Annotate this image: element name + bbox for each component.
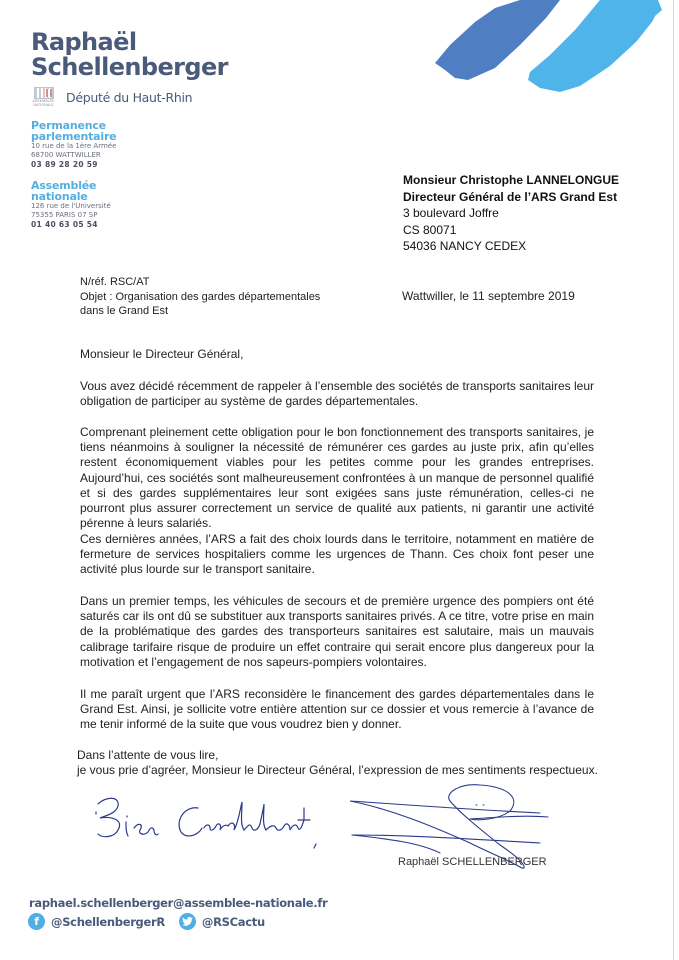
twitter-icon[interactable] [179,913,196,930]
permanence-contact [31,120,116,169]
body-paragraph: Vous avez décidé récemment de rappeler à l’ensemble des sociétés de transports sanitaires leur obligation de participer au système de gardes départementales. [80,379,594,409]
twitter-handle[interactable]: @RSCactu [201,914,265,929]
assemblee-heading-2: nationale [31,190,88,203]
permanence-address-2: 68700 WATTWILLER [31,151,101,159]
deputy-name-logo [31,30,228,80]
reference-block [80,275,320,319]
body-paragraph: Comprenant pleinement cette obligation pour le bon fonctionnement des transports sanitaires, je tiens néanmoins à souligner la nécessité de rémunérer ces gardes au juste prix, afin qu’elles restent économiquement viables pour les petites comme pour les grandes entreprises. Aujourd’hui, ces sociétés sont malheureusement confrontées à un manque de personnel qualifié et si des gardes supplémentaires leur sont exigées sans juste rémunération, celles-ci ne pourront plus assurer correctement un service de qualité aux patients, ni garantir une activité pérenne à leurs salariés. [80,425,594,531]
body-paragraph: Il me paraît urgent que l’ARS reconsidère le financement des gardes départementales dans le Grand Est. Ainsi, je sollicite votre entière attention sur ce dossier et vous remercie à l’avance de me tenir informé de la suite que vous voudrez bien y donner. [80,687,594,732]
page-edge-line [673,0,674,960]
footer-email-link[interactable]: raphael.schellenberger@assemblee-nationale.fr [29,896,328,910]
body-paragraph: Dans un premier temps, les véhicules de secours et de première urgence des pompiers ont été saturés car ils ont dû se substituer aux transports sanitaires privés. A ce titre, votre prise en main de la problématique des gardes des transporteurs sanitaires est salutaire, mais un mauvais calibrage tarifaire risque de produire un effet contraire qui serait encore plus dangereux pour la motivation et l’engagement de nos sapeurs-pompiers volontaires. [80,594,594,669]
recipient-cs: CS 80071 [403,222,457,237]
closing-line-1: Dans l’attente de vous lire, [77,748,219,762]
recipient-city: 54036 NANCY CEDEX [403,239,527,253]
assemblee-contact [31,180,111,229]
object-line-1: Objet : Organisation des gardes départementales [80,290,321,303]
recipient-street: 3 boulevard Joffre [403,206,499,220]
name-line-2: Schellenberger [31,53,228,81]
letter-date: Wattwiller, le 11 septembre 2019 [402,289,575,303]
assemblee-phone: 01 40 63 05 54 [31,220,98,229]
permanence-heading-2: parlementaire [31,130,117,143]
recipient-name: Monsieur Christophe LANNELONGUE [403,173,620,187]
salutation: Monsieur le Directeur Général, [80,347,244,361]
letterhead-brand [31,30,228,80]
assemblee-address-2: 75355 PARIS 07 SP [31,211,98,219]
assemblee-heading-1: Assemblée [31,179,97,192]
brush-strokes-decoration [400,0,679,100]
deputy-title: Député du Haut-Rhin [66,89,193,105]
closing-formula [77,748,637,778]
closing-line-2: je vous prie d’agréer, Monsieur le Directeur Général, l’expression de mes sentiments respectueux. [77,763,598,778]
handwritten-note-bien-cordialement [90,790,320,860]
object-line-2: dans le Grand Est [80,305,169,317]
body-paragraph: Ces dernières années, l’ARS a fait des choix lourds dans le territoire, notamment en matière de fermeture de services hospitaliers comme les urgences de Thann. Ces choix font peser une activité plus lourde sur le transport sanitaire. [80,532,594,577]
assemblee-nationale-logo-icon: ASSEMBLÉE NATIONALE [31,86,56,108]
assemblee-address-1: 126 rue de l'Université [31,202,111,210]
footer-social-links [28,913,265,930]
name-line-1: Raphaël [31,28,137,56]
permanence-heading-1: Permanence [31,119,106,132]
facebook-handle[interactable]: @SchellenbergerR [51,914,165,929]
recipient-address [403,172,619,255]
permanence-phone: 03 89 28 20 59 [31,160,98,169]
permanence-address-1: 10 rue de la 1ère Armée [31,142,117,150]
recipient-role: Directeur Général de l’ARS Grand Est [403,189,618,204]
facebook-icon[interactable]: f [28,913,45,930]
deputy-title-row [31,86,192,108]
signer-name: Raphaël SCHELLENBERGER [398,856,547,868]
reference-number: N/réf. RSC/AT [80,276,150,288]
